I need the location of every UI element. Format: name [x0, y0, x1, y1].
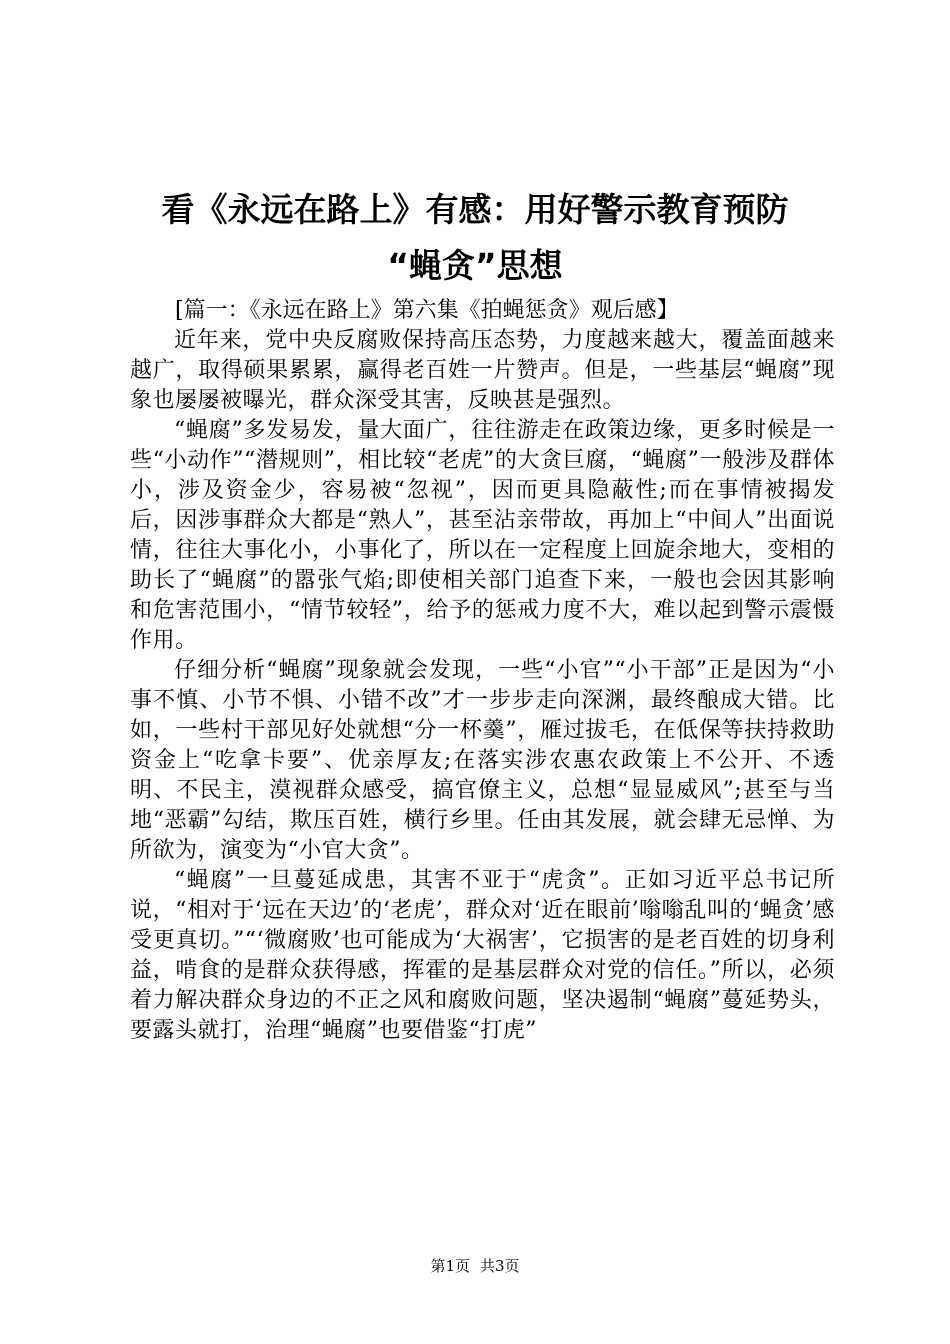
document-title-line1: 看《永远在路上》有感：用好警示教育预防 [161, 190, 789, 229]
paragraph-2: “蝇腐”多发易发，量大面广，往往游走在政策边缘，更多时候是一些“小动作”“潜规则”，相比较“老虎”的大贪巨腐，“蝇腐”一般涉及群体小，涉及资金少，容易被“忽视”，因而更具隐蔽性;而在事情被揭发后，因涉事群众大都是“熟人”，甚至沾亲带故，再加上“中间人”出面说情，往往大事化小，小事化了，所以在一定程度上回旋余地大，变相的助长了“蝇腐”的嚣张气焰;即使相关部门追查下来，一般也会因其影响和危害范围小，“情节较轻”，给予的惩戒力度不大，难以起到警示震慑作用。 [130, 418, 835, 653]
page-number: 第1页 [430, 1257, 470, 1275]
paragraph-4: “蝇腐”一旦蔓延成患，其害不亚于“虎贪”。正如习近平总书记所说，“相对于‘远在天边’的‘老虎’，群众对‘近在眼前’嗡嗡乱叫的‘蝇贪’感受更真切。”“‘微腐败’也可能成为‘大祸害’，它损害的是老百姓的切身利益，啃食的是群众获得感，挥霍的是基层群众对党的信任。”所以，必须着力解决群众身边的不正之风和腐败问题，坚决遏制“蝇腐”蔓延势头，要露头就打，治理“蝇腐”也要借鉴“打虎” [130, 868, 835, 1043]
paragraph-1: 近年来，党中央反腐败保持高压态势，力度越来越大，覆盖面越来越广，取得硕果累累，赢得老百姓一片赞声。但是，一些基层“蝇腐”现象也屡屡被曝光，群众深受其害，反映甚是强烈。 [130, 328, 835, 413]
document-title-line2: “蝇贪”思想 [387, 246, 563, 285]
page-footer [0, 1256, 950, 1276]
document-body [130, 296, 835, 1046]
section-subheading: [篇一：《永远在路上》第六集《拍蝇惩贪》观后感】 [175, 298, 679, 323]
page-total: 共3页 [480, 1257, 520, 1275]
paragraph-3: 仔细分析“蝇腐”现象就会发现，一些“小官”“小干部”正是因为“小事不慎、小节不惧、小错不改”才一步步走向深渊，最终酿成大错。比如，一些村干部见好处就想“分一杯羹”，雁过拔毛，在低保等扶持救助资金上“吃拿卡要”、优亲厚友;在落实涉农惠农政策上不公开、不透明、不民主，漠视群众感受，搞官僚主义，总想“显显威风”;甚至与当地“恶霸”勾结，欺压百姓，横行乡里。任由其发展，就会肆无忌惮、为所欲为，演变为“小官大贪”。 [130, 658, 835, 863]
